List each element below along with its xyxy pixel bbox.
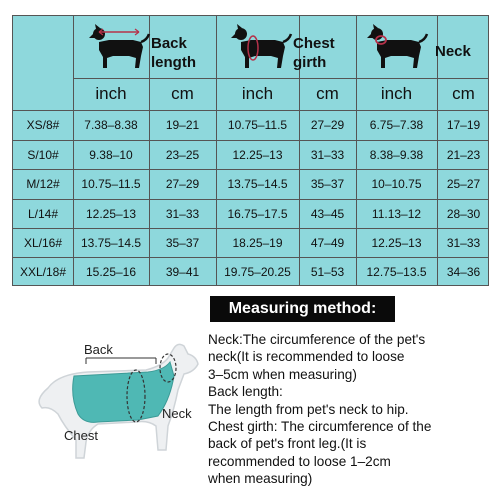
table-cell: 18.25–19 bbox=[232, 235, 283, 250]
size-label: XL/16# bbox=[23, 235, 63, 250]
table-cell: 35–37 bbox=[165, 235, 200, 250]
table-cell: 15.25–16 bbox=[85, 265, 137, 279]
dog-in-vest-icon bbox=[28, 330, 208, 480]
dog-chest-girth-icon bbox=[231, 20, 293, 72]
size-label: S/10# bbox=[27, 147, 59, 162]
table-cell: 21–23 bbox=[446, 147, 481, 162]
size-chart-table bbox=[12, 15, 489, 286]
table-cell: 51–53 bbox=[310, 265, 345, 279]
unit-neck-cm: cm bbox=[452, 84, 475, 103]
table-cell: 10–10.75 bbox=[371, 177, 422, 191]
table-cell: 13.75–14.5 bbox=[80, 235, 142, 250]
table-cell: 13.75–14.5 bbox=[227, 177, 288, 191]
method-line: neck(It is recommended to loose bbox=[208, 349, 405, 365]
header-neck: Neck bbox=[435, 43, 471, 60]
dog-neck-icon bbox=[367, 20, 429, 72]
illustration-back-label: Back bbox=[84, 342, 113, 357]
method-line: recommended to loose 1–2cm bbox=[208, 453, 391, 469]
size-label: XS/8# bbox=[26, 118, 60, 132]
unit-back-cm: cm bbox=[171, 84, 194, 103]
table-cell: 9.38–10 bbox=[89, 147, 133, 162]
table-cell: 47–49 bbox=[310, 235, 345, 250]
table-cell: 17–19 bbox=[446, 118, 481, 132]
method-line: Neck:The circumference of the pet's bbox=[208, 332, 426, 347]
method-line: Back length: bbox=[208, 384, 283, 400]
method-line: The length from pet's neck to hip. bbox=[208, 401, 409, 417]
size-label: XXL/18# bbox=[19, 265, 67, 279]
table-cell: 8.38–9.38 bbox=[369, 147, 424, 162]
table-cell: 10.75–11.5 bbox=[81, 177, 141, 191]
table-cell: 23–25 bbox=[165, 147, 200, 162]
illustration-chest-label: Chest bbox=[64, 428, 98, 443]
table-cell: 11.13–12 bbox=[371, 206, 422, 221]
table-cell: 19.75–20.25 bbox=[224, 265, 291, 279]
table-cell: 10.75–11.5 bbox=[227, 118, 288, 132]
method-line: when measuring) bbox=[208, 471, 313, 487]
method-line: back of pet's front leg.(It is bbox=[208, 436, 367, 452]
unit-chest-cm: cm bbox=[316, 84, 339, 103]
table-cell: 35–37 bbox=[310, 177, 345, 191]
size-label: M/12# bbox=[26, 177, 60, 191]
illustration-neck-label: Neck bbox=[162, 406, 192, 421]
table-cell: 16.75–17.5 bbox=[227, 206, 288, 221]
unit-back-inch: inch bbox=[95, 84, 127, 103]
method-line: Chest girth: The circumference of the bbox=[208, 419, 432, 435]
table-cell: 19–21 bbox=[165, 118, 200, 132]
measuring-method-text bbox=[208, 331, 500, 488]
dog-back-length-icon bbox=[89, 20, 151, 72]
table-cell: 43–45 bbox=[310, 206, 345, 221]
size-label: L/14# bbox=[27, 206, 59, 221]
table-cell: 12.25–13 bbox=[371, 235, 422, 250]
measurement-illustration bbox=[28, 330, 208, 480]
table-cell: 34–36 bbox=[446, 265, 481, 279]
table-cell: 6.75–7.38 bbox=[369, 118, 424, 132]
table-cell: 25–27 bbox=[446, 177, 481, 191]
unit-neck-inch: inch bbox=[380, 84, 413, 103]
header-back-length: Back length bbox=[151, 35, 196, 71]
table-cell: 7.38–8.38 bbox=[84, 118, 138, 132]
table-cell: 12.25–13 bbox=[85, 206, 137, 221]
method-line: 3–5cm when measuring) bbox=[208, 366, 357, 382]
header-chest-girth: Chest girth bbox=[293, 35, 335, 71]
table-cell: 31–33 bbox=[446, 235, 481, 250]
table-cell: 27–29 bbox=[310, 118, 345, 132]
table-cell: 12.25–13 bbox=[232, 147, 283, 162]
table-cell: 12.75–13.5 bbox=[366, 265, 427, 279]
measuring-method-title: Measuring method: bbox=[210, 296, 395, 322]
table-cell: 39–41 bbox=[165, 265, 200, 279]
table-cell: 28–30 bbox=[446, 206, 481, 221]
table-cell: 31–33 bbox=[165, 206, 200, 221]
unit-chest-inch: inch bbox=[241, 84, 274, 103]
table-cell: 31–33 bbox=[310, 147, 345, 162]
table-cell: 27–29 bbox=[165, 177, 200, 191]
